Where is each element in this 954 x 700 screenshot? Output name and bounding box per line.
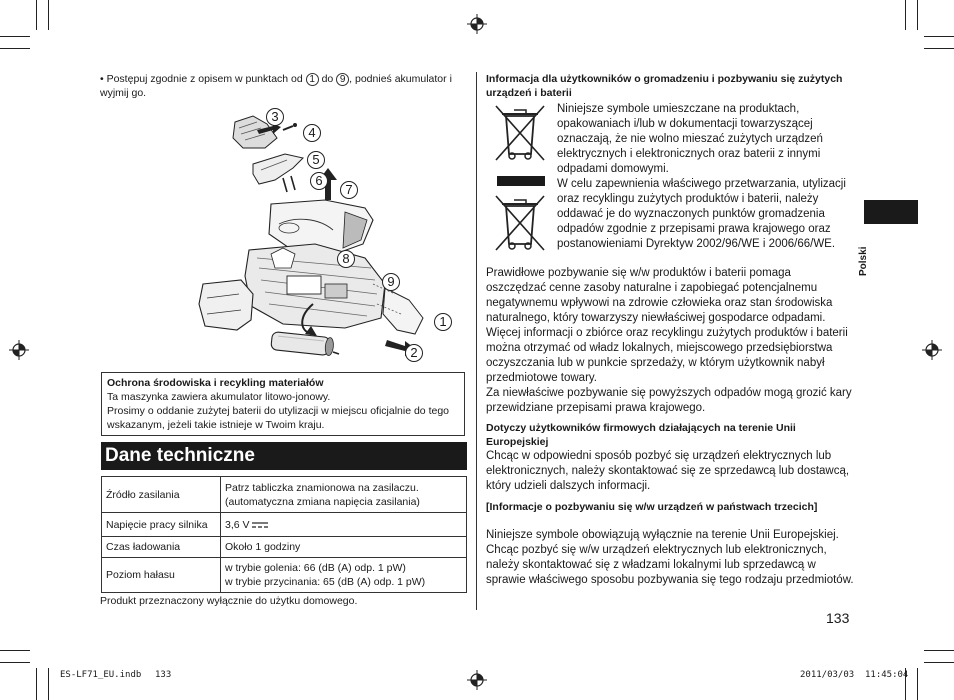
spec-key: Poziom hałasu xyxy=(102,558,221,593)
crop-mark xyxy=(905,0,906,30)
language-tab-label: Polski xyxy=(858,246,869,276)
spec-value: Około 1 godziny xyxy=(221,537,467,558)
crossed-bin-battery-icon xyxy=(492,192,548,252)
section-heading: Dane techniczne xyxy=(101,442,467,470)
spec-value: Patrz tabliczka znamionowa na zasilaczu. (automatyczna zmiana napięcia zasilania) xyxy=(221,477,467,513)
bullet-dot: • xyxy=(100,73,107,85)
disposal-paragraph-4: Za niewłaściwe pozbywanie się powyższych odpadów mogą grozić kary przewidziane przepisami prawa krajowego. xyxy=(486,387,852,414)
crop-mark xyxy=(36,668,37,700)
crop-mark xyxy=(924,36,954,37)
callout-5: 5 xyxy=(307,151,325,169)
third-countries-title: [Informacje o pozbywaniu się w/w urządzeń w państwach trzecich] xyxy=(486,501,818,513)
slug-time: 11:45:04 xyxy=(865,670,909,680)
crop-mark xyxy=(924,650,954,651)
environment-title: Ochrona środowiska i recykling materiałów xyxy=(107,377,324,389)
instruction-end: , podnieś akumulator i wyjmij go. xyxy=(100,73,452,99)
environment-line: Prosimy o oddanie zużytej baterii do utylizacji w miejscu oficjalnie do tego wskazanym, jeżeli takie istnieje w Twoim kraju. xyxy=(107,405,449,431)
disposal-paragraph-3: Prawidłowe pozbywanie się w/w produktów i baterii pomaga oszczędzać cenne zasoby naturalne i zapobiegać potencjalnemu negatywnemu wpływowi na zdrowie człowieka oraz stan środowiska naturalnego, który towarzyszy niewłaściwej gospodarce odpadami. Więcej informacji o zbiórce oraz recyklingu zużytych produktów i baterii można otrzymać od władz lokalnych, miejscowego przedsiębiorstwa oczyszczania lub w punkcie sprzedaży, w którym użytkownik nabył przedmiotowe towary. xyxy=(486,267,848,384)
crop-mark xyxy=(48,668,49,700)
column-divider xyxy=(476,72,477,610)
crop-mark xyxy=(917,668,918,700)
callout-7: 7 xyxy=(340,181,358,199)
callout-8: 8 xyxy=(337,250,355,268)
step-number: 1 xyxy=(306,73,319,86)
page-number: 133 xyxy=(826,610,850,626)
dc-symbol-icon xyxy=(252,521,268,529)
table-row xyxy=(102,477,467,513)
environment-info-box xyxy=(101,372,465,436)
environment-line: Ta maszynka zawiera akumulator litowo-jonowy. xyxy=(107,391,331,403)
registration-mark-icon xyxy=(9,340,29,360)
spec-key: Czas ładowania xyxy=(102,537,221,558)
spec-key: Źródło zasilania xyxy=(102,477,221,513)
third-countries-text: Niniejsze symbole obowiązują wyłącznie na terenie Unii Europejskiej. Chcąc pozbyć się w/w urządzeń elektrycznych lub elektronicznych, należy skontaktować się z władzami lokalnymi lub sprzedawcą w sprawie właściwego sposobu pozbywania się tego rodzaju przedmiotów. xyxy=(486,529,854,586)
spec-value: w trybie golenia: 66 (dB (A) odp. 1 pW) w trybie przycinania: 65 (dB (A) odp. 1 pW) xyxy=(221,558,467,593)
instruction-mid: do xyxy=(321,73,334,85)
crop-mark xyxy=(0,36,30,37)
shaver-exploded-diagram xyxy=(195,108,460,368)
crop-mark xyxy=(924,662,954,663)
spec-value-text: 3,6 V xyxy=(225,518,250,531)
callout-4: 4 xyxy=(303,124,321,142)
specs-table xyxy=(101,476,467,593)
disposal-title: Informacja dla użytkowników o gromadzeniu i pozbywaniu się zużytych urządzeń i baterii xyxy=(486,73,843,99)
callout-9: 9 xyxy=(382,273,400,291)
underscore-bar xyxy=(497,176,545,186)
callout-3: 3 xyxy=(266,108,284,126)
instruction-text: Postępuj zgodnie z opisem w punktach od xyxy=(106,73,303,85)
eu-business-title: Dotyczy użytkowników firmowych działających na terenie Unii Europejskiej xyxy=(486,422,796,448)
crop-mark xyxy=(0,48,30,49)
crop-mark xyxy=(924,48,954,49)
eu-business-text: Chcąc w odpowiedni sposób pozbyć się urządzeń elektrycznych lub elektronicznych, należy skontaktować się ze sprzedawcą lub dostawcą, który udzieli dalszych informacji. xyxy=(486,450,850,492)
table-row xyxy=(102,558,467,593)
disposal-paragraph-2: W celu zapewnienia właściwego przetwarzania, utylizacji oraz recyklingu zużytych produktów i baterii, należy oddawać je do wyznaczonych punktów gromadzenia odpadów zgodnie z przepisami prawa krajowego oraz postanowieniami Dyrektyw 2002/96/WE i 2006/66/WE. xyxy=(557,178,846,250)
crop-mark xyxy=(0,650,30,651)
callout-6: 6 xyxy=(310,172,328,190)
crop-mark xyxy=(48,0,49,30)
table-row xyxy=(102,513,467,537)
disposal-paragraph-1: Niniejsze symbole umieszczane na produktach, opakowaniach i/lub w dokumentacji towarzyszącej oznaczają, że nie wolno mieszać zużytych urządzeń elektrycznych i elektronicznych oraz baterii z innymi odpadami domowymi. xyxy=(557,103,823,175)
crop-mark xyxy=(917,0,918,30)
crop-mark xyxy=(0,662,30,663)
registration-mark-icon xyxy=(922,340,942,360)
callout-2: 2 xyxy=(405,344,423,362)
callout-1: 1 xyxy=(434,313,452,331)
spec-value xyxy=(221,513,467,537)
step-number: 9 xyxy=(336,73,349,86)
crop-mark xyxy=(36,0,37,30)
language-tab xyxy=(864,200,918,224)
registration-mark-icon xyxy=(467,670,487,690)
registration-mark-icon xyxy=(467,14,487,34)
slug-file: ES-LF71_EU.indb xyxy=(60,670,142,680)
slug-date: 2011/03/03 xyxy=(800,670,855,680)
instruction-bullet xyxy=(100,72,460,100)
table-row xyxy=(102,537,467,558)
spec-key: Napięcie pracy silnika xyxy=(102,513,221,537)
footnote: Produkt przeznaczony wyłącznie do użytku domowego. xyxy=(100,595,358,607)
crossed-bin-icon xyxy=(492,102,548,162)
slug-page: 133 xyxy=(155,670,172,680)
